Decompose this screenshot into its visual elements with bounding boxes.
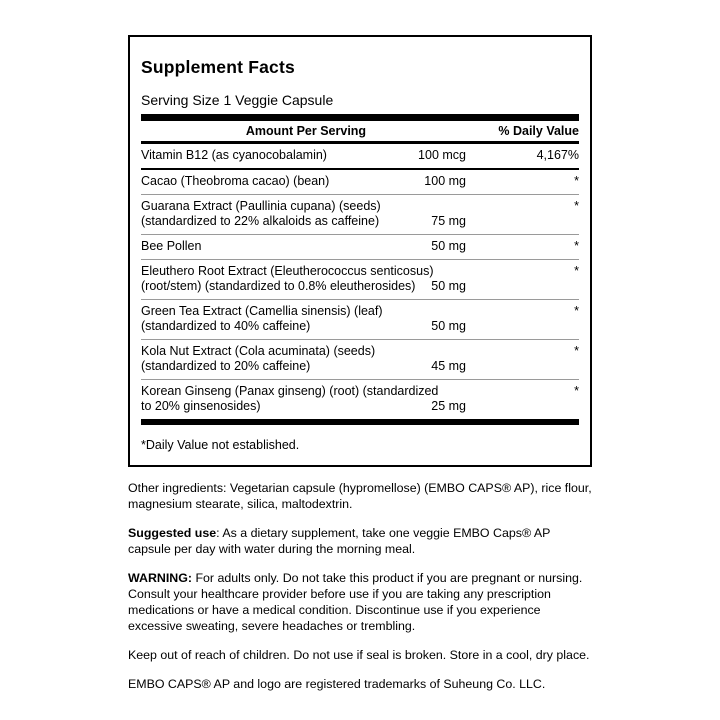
paragraph-text: For adults only. Do not take this product if you are pregnant or nursing. Consult your healthcare provider before use if you are taking any prescription medications or have a medical condition. Discontinue use if you experience excessive sweating, severe headaches or trembling. (128, 571, 583, 633)
thick-divider-bottom (141, 419, 579, 425)
table-header-row (141, 121, 579, 144)
thick-divider-top (141, 114, 579, 121)
ingredient-amount: 25 mg (431, 399, 466, 413)
ingredient-amount: 100 mcg (418, 148, 466, 162)
amount-per-serving-header: Amount Per Serving (245, 124, 367, 138)
ingredient-name-upper-lines: Kola Nut Extract (Cola acuminata) (seeds) (141, 344, 376, 358)
daily-value-cell: * (574, 384, 579, 398)
ingredient-name-upper-lines: Korean Ginseng (Panax ginseng) (root) (standardized (141, 384, 439, 398)
ingredient-name: (root/stem) (standardized to 0.8% eleutherosides) (141, 279, 416, 293)
table-row (141, 259, 579, 299)
daily-value-cell: * (574, 199, 579, 213)
ingredient-name-upper-lines: Green Tea Extract (Camellia sinensis) (leaf) (141, 304, 383, 318)
daily-value-cell: * (574, 239, 579, 253)
daily-value-footnote: *Daily Value not established. (141, 438, 300, 452)
label-paragraph (128, 676, 592, 692)
ingredient-amount: 100 mg (424, 174, 466, 188)
ingredient-name: (standardized to 40% caffeine) (141, 319, 311, 333)
facts-table-body (141, 144, 579, 419)
ingredient-name: Vitamin B12 (as cyanocobalamin) (141, 148, 327, 162)
daily-value-header: % Daily Value (498, 124, 579, 138)
table-row (141, 339, 579, 379)
paragraph-text: Keep out of reach of children. Do not use if seal is broken. Store in a cool, dry place. (128, 648, 590, 662)
table-row (141, 379, 579, 419)
paragraph-text: Other ingredients: Vegetarian capsule (hypromellose) (EMBO CAPS® AP), rice flour, magnesium stearate, silica, maltodextrin. (128, 481, 592, 511)
label-paragraph (128, 647, 592, 663)
ingredient-name: (standardized to 22% alkaloids as caffeine) (141, 214, 380, 228)
paragraph-lead: WARNING: (128, 571, 193, 585)
table-row (141, 168, 579, 194)
daily-value-cell: * (574, 304, 579, 318)
label-paragraph (128, 480, 592, 512)
table-row (141, 194, 579, 234)
daily-value-cell: * (574, 264, 579, 278)
paragraph-lead: Suggested use (128, 526, 217, 540)
ingredient-amount: 75 mg (431, 214, 466, 228)
paragraph-text: : As a dietary supplement, take one veggie EMBO Caps® AP capsule per day with water during the morning meal. (128, 526, 551, 556)
table-row (141, 144, 579, 168)
label-paragraph (128, 570, 592, 634)
daily-value-cell: * (574, 344, 579, 358)
label-page (128, 35, 592, 692)
ingredient-name: (standardized to 20% caffeine) (141, 359, 311, 373)
ingredient-amount: 50 mg (431, 279, 466, 293)
serving-size: Serving Size 1 Veggie Capsule (141, 92, 334, 108)
paragraph-text: EMBO CAPS® AP and logo are registered trademarks of Suheung Co. LLC. (128, 677, 546, 691)
panel-title: Supplement Facts (141, 57, 295, 77)
ingredient-name-upper-lines: Eleuthero Root Extract (Eleutherococcus senticosus) (141, 264, 434, 278)
table-row (141, 299, 579, 339)
ingredient-amount: 45 mg (431, 359, 466, 373)
daily-value-cell: 4,167% (536, 148, 579, 162)
ingredient-name: Bee Pollen (141, 239, 202, 253)
label-paragraph (128, 525, 592, 557)
supplement-facts-panel (128, 35, 592, 467)
ingredient-name: to 20% ginsenosides) (141, 399, 261, 413)
ingredient-name-upper-lines: Guarana Extract (Paullinia cupana) (seeds) (141, 199, 381, 213)
ingredient-amount: 50 mg (431, 239, 466, 253)
daily-value-cell: * (574, 174, 579, 188)
table-row (141, 234, 579, 259)
label-text (128, 480, 592, 692)
ingredient-name: Cacao (Theobroma cacao) (bean) (141, 174, 330, 188)
ingredient-amount: 50 mg (431, 319, 466, 333)
